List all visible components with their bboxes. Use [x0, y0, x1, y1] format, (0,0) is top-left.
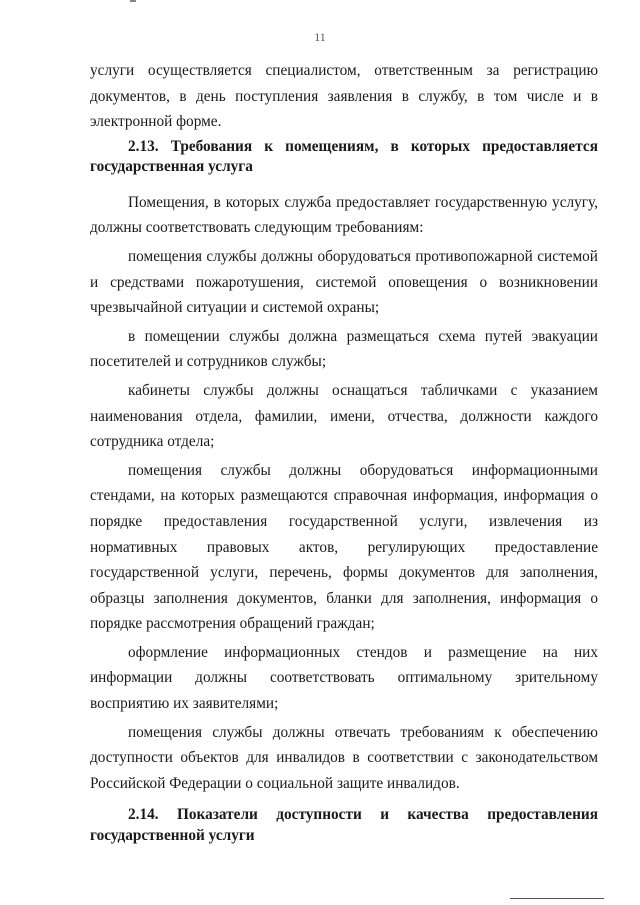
paragraph-fire-safety: помещения службы должны оборудоваться противопожарной системой и средствами пожаротушения, системой оповещения о возникновении чрезвычайной ситуации и системой охраны; [90, 247, 598, 317]
bottom-rule [510, 898, 604, 899]
scan-mark [130, 0, 136, 2]
paragraph-info-stands: помещения службы должны оборудоваться информационными стендами, на которых размещаются справочная информация, информация о порядке предоставления государственной услуги, извлечения из нормативных правовых актов, регулирующих предоставление государственной услуги, перечень, формы документов для заполнения, образцы заполнения документов, бланки для заполнения, информация о порядке рассмотрения обращений граждан; [90, 461, 598, 633]
section-heading-2-14: 2.14. Показатели доступности и качества предоставления государственной услуги [90, 806, 598, 845]
paragraph-accessibility: помещения службы должны отвечать требованиям к обеспечению доступности объектов для инвалидов в соответствии с законодательством Российской Федерации о социальной защите инвалидов. [90, 723, 598, 792]
page-number: 11 [314, 30, 326, 44]
paragraph-continuation: услуги осуществляется специалистом, ответственным за регистрацию документов, в день поступления заявления в службу, в том числе и в электронной форме. [90, 62, 598, 131]
paragraph-intro: Помещения, в которых служба предоставляет государственную услугу, должны соответствовать следующим требованиям: [90, 193, 598, 237]
paragraph-stand-design: оформление информационных стендов и размещение на них информации должны соответствовать оптимальному зрительному восприятию их заявителями; [90, 643, 598, 713]
paragraph-evacuation: в помещении службы должна размещаться схема путей эвакуации посетителей и сотрудников службы; [90, 327, 598, 371]
paragraph-door-plates: кабинеты службы должны оснащаться табличками с указанием наименования отдела, фамилии, имени, отчества, должности каждого сотрудника отдела; [90, 381, 598, 451]
section-heading-2-13: 2.13. Требования к помещениям, в которых предоставляется государственная услуга [90, 137, 598, 175]
document-body [90, 58, 598, 846]
